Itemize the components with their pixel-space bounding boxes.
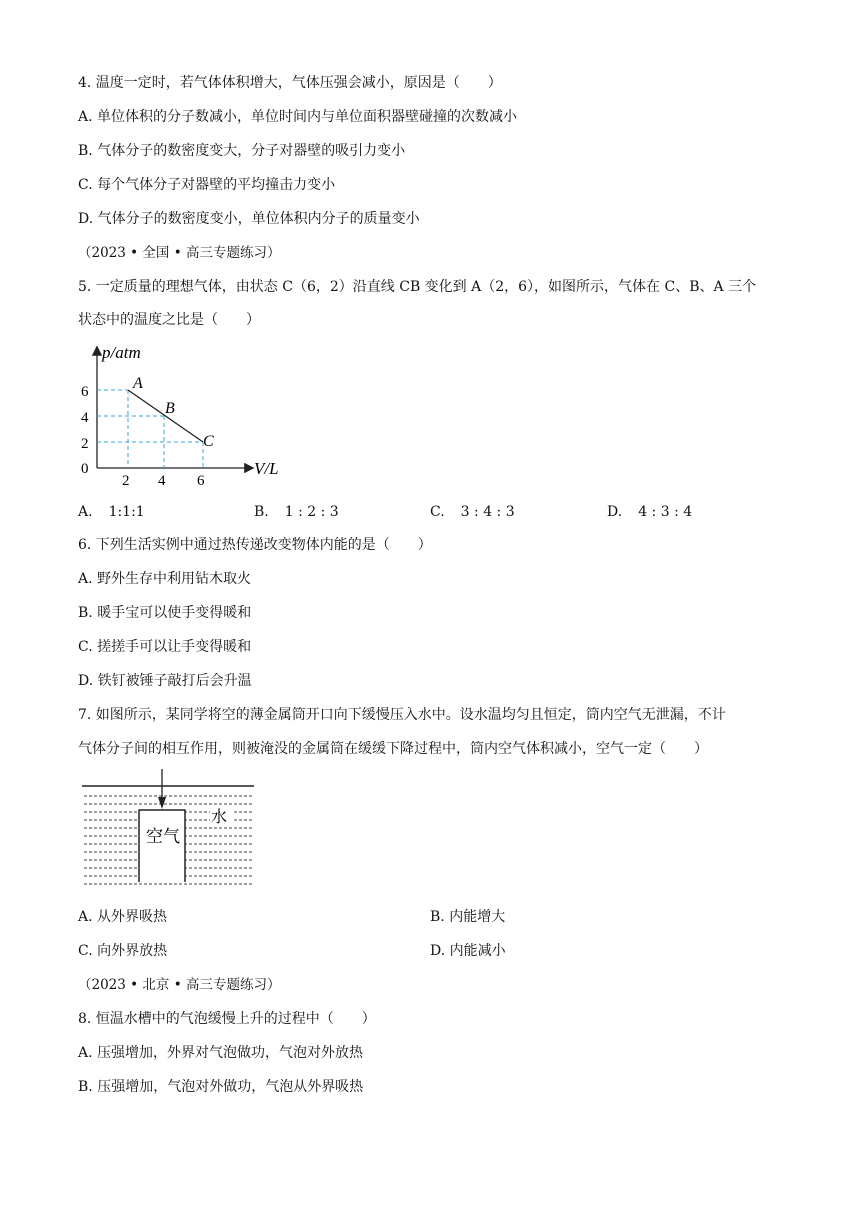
q5-option-c-letter: C. — [430, 504, 445, 520]
q5-stem-line1: 5. 一定质量的理想气体，由状态 C（6，2）沿直线 CB 变化到 A（2，6），如图所示，气体在 C、B、A 三个 — [78, 279, 757, 295]
y-tick-2: 2 — [81, 436, 89, 452]
q5-option-c-text: 3 : 4 : 3 — [460, 504, 515, 520]
q4-stem: 4. 温度一定时，若气体体积增大，气体压强会减小，原因是（ ） — [78, 75, 502, 91]
q4-option-a: A. 单位体积的分子数减小，单位时间内与单位面积器壁碰撞的次数减小 — [78, 109, 518, 125]
q5-option-b-letter: B. — [254, 504, 269, 520]
x-axis-label: V/L — [254, 459, 279, 478]
q5-option-d — [607, 502, 692, 522]
q7-option-c: C. 向外界放热 — [78, 943, 168, 959]
point-label-b: B — [165, 400, 175, 417]
q5-option-b — [254, 502, 339, 522]
x-tick-2: 2 — [122, 473, 130, 489]
q7-option-a: A. 从外界吸热 — [78, 909, 168, 925]
point-label-a: A — [133, 375, 143, 392]
q4-option-d: D. 气体分子的数密度变小，单位体积内分子的质量变小 — [78, 211, 420, 227]
q6-option-b: B. 暖手宝可以使手变得暖和 — [78, 605, 252, 621]
q5-option-d-text: 4 : 3 : 4 — [638, 504, 693, 520]
x-tick-6: 6 — [197, 473, 205, 489]
q6-option-a: A. 野外生存中利用钻木取火 — [78, 571, 252, 587]
source-note: （2023 • 全国 • 高三专题练习） — [78, 245, 281, 261]
water-label: 水 — [211, 809, 228, 826]
air-label: 空气 — [146, 827, 180, 846]
q6-option-d: D. 铁钉被锤子敲打后会升温 — [78, 673, 252, 689]
q7-stem-line1: 7. 如图所示，某同学将空的薄金属筒开口向下缓慢压入水中。设水温均匀且恒定，筒内空气无泄漏，不计 — [78, 707, 726, 723]
q8-option-a: A. 压强增加，外界对气泡做功，气泡对外放热 — [78, 1045, 364, 1061]
push-arrow-head — [158, 797, 166, 809]
q6-stem: 6. 下列生活实例中通过热传递改变物体内能的是（ ） — [78, 537, 432, 553]
q8-stem: 8. 恒温水槽中的气泡缓慢上升的过程中（ ） — [78, 1011, 376, 1027]
p-v-graph — [76, 340, 306, 490]
y-tick-4: 4 — [81, 410, 89, 426]
q6-option-c: C. 搓搓手可以让手变得暖和 — [78, 639, 252, 655]
x-tick-4: 4 — [158, 473, 166, 489]
q5-option-a-letter: A. — [78, 504, 93, 520]
q4-option-b: B. 气体分子的数密度变大，分子对器壁的吸引力变小 — [78, 143, 406, 159]
origin-label: 0 — [81, 461, 89, 477]
q7-option-d: D. 内能减小 — [430, 943, 506, 959]
q7-stem-line2: 气体分子间的相互作用，则被淹没的金属筒在缓缓下降过程中，筒内空气体积减小，空气一定（ ） — [78, 741, 708, 757]
q5-stem-line2: 状态中的温度之比是（ ） — [78, 312, 260, 328]
source-note: （2023 • 北京 • 高三专题练习） — [78, 977, 281, 993]
y-tick-6: 6 — [81, 384, 89, 400]
q5-option-a-text: 1:1:1 — [108, 504, 145, 520]
q5-option-d-letter: D. — [607, 504, 623, 520]
q4-option-c: C. 每个气体分子对器壁的平均撞击力变小 — [78, 177, 336, 193]
q5-option-a — [78, 502, 145, 522]
q5-option-c — [430, 502, 515, 522]
water-tank-figure — [80, 766, 256, 894]
q7-option-b: B. 内能增大 — [430, 909, 506, 925]
q5-option-b-text: 1 : 2 : 3 — [284, 504, 339, 520]
guide-lines — [97, 390, 203, 468]
q8-option-b: B. 压强增加，气泡对外做功，气泡从外界吸热 — [78, 1079, 364, 1095]
point-label-c: C — [203, 433, 214, 450]
y-axis-label: p/atm — [102, 343, 141, 362]
